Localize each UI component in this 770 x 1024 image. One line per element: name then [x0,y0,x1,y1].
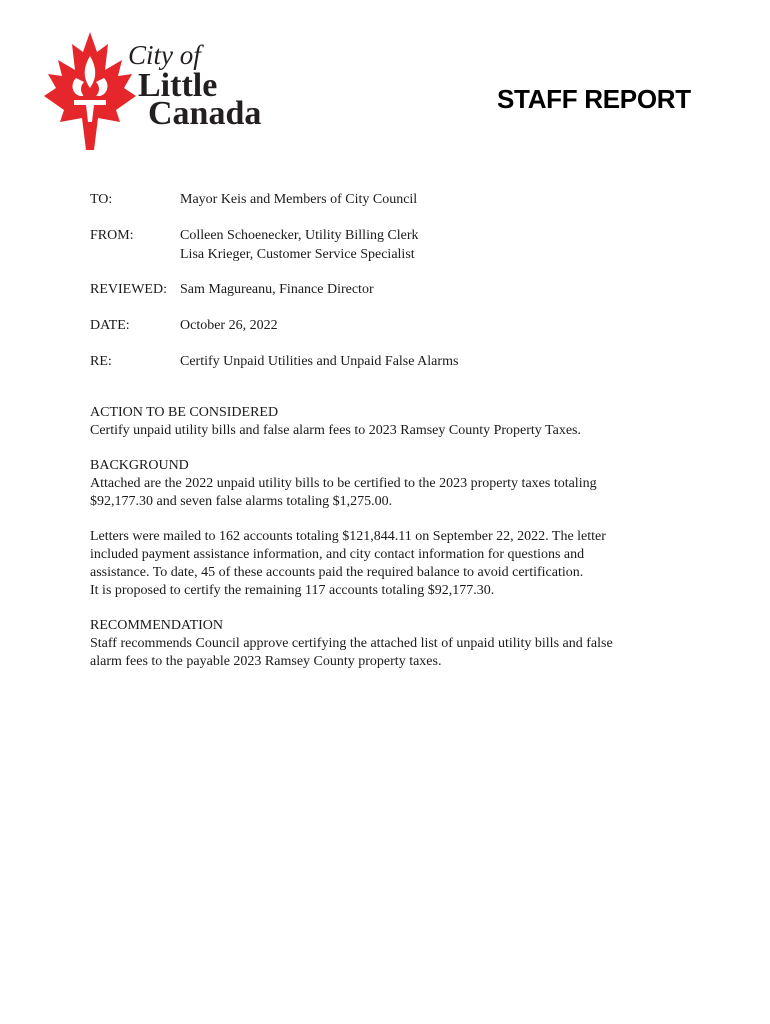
recommendation-line: Staff recommends Council approve certifying the attached list of unpaid utility bills and false [90,636,613,651]
action-section [90,404,690,440]
logo-monogram: LC [81,86,99,101]
re-label: RE: [90,354,112,369]
background-heading: BACKGROUND [90,458,189,473]
city-logo [28,30,308,152]
background-line: $92,177.30 and seven false alarms totaling $1,275.00. [90,494,393,509]
report-title: STAFF REPORT [497,84,691,114]
action-heading: ACTION TO BE CONSIDERED [90,405,279,420]
from-value-1: Colleen Schoenecker, Utility Billing Clerk [180,228,419,243]
from-label: FROM: [90,228,134,243]
letters-line: assistance. To date, 45 of these accounts paid the required balance to avoid certification. [90,565,584,580]
logo-line-little: Little [138,67,218,104]
logo-line-city-of: City of [128,40,201,70]
reviewed-label: REVIEWED: [90,282,167,297]
letters-section [90,528,690,600]
from-value-2: Lisa Krieger, Customer Service Specialist [180,247,415,262]
background-line: Attached are the 2022 unpaid utility bills to be certified to the 2023 property taxes totaling [90,476,597,491]
logo-line-canada: Canada [148,95,262,132]
date-label: DATE: [90,318,130,333]
date-value: October 26, 2022 [180,318,278,333]
action-line: Certify unpaid utility bills and false alarm fees to 2023 Ramsey County Property Taxes. [90,423,582,438]
letters-line: Letters were mailed to 162 accounts totaling $121,844.11 on September 22, 2022. The letter [90,529,606,544]
background-section [90,457,690,511]
report-body [90,404,690,688]
recommendation-line: alarm fees to the payable 2023 Ramsey County property taxes. [90,654,442,669]
re-value: Certify Unpaid Utilities and Unpaid False Alarms [180,354,459,369]
recommendation-heading: RECOMMENDATION [90,618,223,633]
reviewed-value: Sam Magureanu, Finance Director [180,282,374,297]
letters-line: It is proposed to certify the remaining 117 accounts totaling $92,177.30. [90,583,495,598]
to-value: Mayor Keis and Members of City Council [180,192,418,207]
letters-line: included payment assistance information, and city contact information for questions and [90,547,585,562]
recommendation-section [90,617,690,671]
to-label: TO: [90,192,113,207]
